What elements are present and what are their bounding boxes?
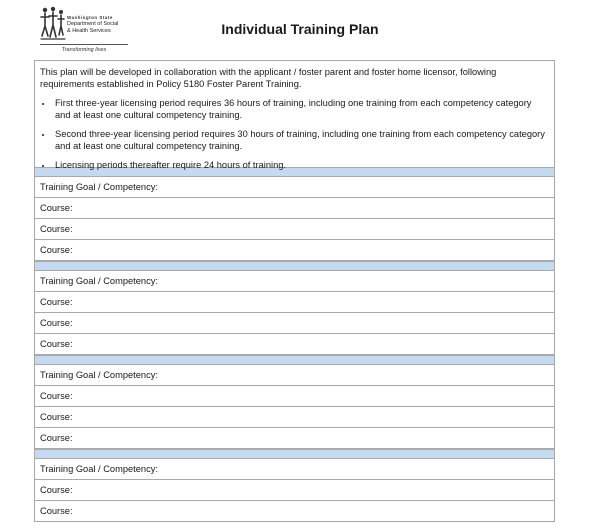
logo-dept-line-2: & Health Services — [67, 27, 111, 34]
section-separator — [35, 449, 554, 459]
logo-state-text: Washington State — [67, 15, 113, 20]
requirement-item: • Second three-year licensing period requires 30 hours of training, including one training from each competency category and at least one cultural competency training. — [53, 128, 548, 152]
course-field[interactable]: Course: — [35, 240, 554, 261]
course-field[interactable]: Course: — [35, 480, 554, 501]
requirements-list — [40, 97, 548, 171]
training-goal-field[interactable]: Training Goal / Competency: — [35, 271, 554, 292]
course-field[interactable]: Course: — [35, 292, 554, 313]
course-field[interactable]: Course: — [35, 428, 554, 449]
logo-dept-line-1: Department of Social — [67, 21, 119, 27]
training-goal-field[interactable]: Training Goal / Competency: — [35, 177, 554, 198]
course-field[interactable]: Course: — [35, 313, 554, 334]
course-field[interactable]: Course: — [35, 386, 554, 407]
course-field[interactable]: Course: — [35, 501, 554, 522]
course-field[interactable]: Course: — [35, 219, 554, 240]
logo-divider — [40, 44, 128, 45]
training-goal-field[interactable]: Training Goal / Competency: — [35, 459, 554, 480]
training-plan-table — [34, 60, 555, 522]
course-field[interactable]: Course: — [35, 407, 554, 428]
course-field[interactable]: Course: — [35, 334, 554, 355]
intro-paragraph: This plan will be developed in collaboration with the applicant / foster parent and foster home licensor, following requirements established in Policy 5180 Foster Parent Training. — [40, 67, 497, 89]
requirement-item: • First three-year licensing period requires 36 hours of training, including one training from each competency category and at least one cultural competency training. — [53, 97, 548, 121]
page-title: Individual Training Plan — [221, 21, 379, 37]
intro-cell — [35, 60, 554, 170]
logo-tagline: Transforming lives — [61, 47, 107, 53]
section-separator — [35, 261, 554, 271]
course-field[interactable]: Course: — [35, 198, 554, 219]
requirement-item: • Licensing periods thereafter require 24 hours of training. — [53, 159, 548, 171]
training-goal-field[interactable]: Training Goal / Competency: — [35, 365, 554, 386]
section-separator — [35, 355, 554, 365]
